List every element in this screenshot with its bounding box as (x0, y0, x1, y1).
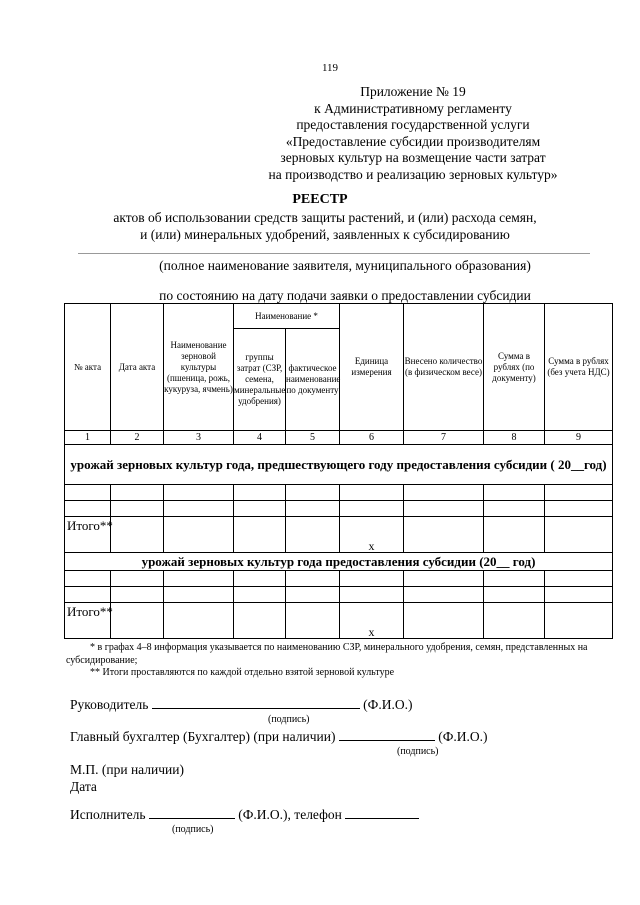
head-signature-field[interactable] (152, 696, 360, 709)
subtitle-line: и (или) минеральных удобрений, заявленных к субсидированию (140, 226, 510, 242)
column-number: 8 (484, 431, 545, 445)
as-of-text: по состоянию на дату подачи заявки о предоставлении субсидии (159, 288, 531, 303)
total-label: Итого** (65, 603, 111, 639)
appendix-line: «Предоставление субсидии производителям (285, 133, 541, 149)
executor-phone-field[interactable] (345, 806, 419, 819)
page-number: 119 (321, 62, 339, 74)
executor-signature-field[interactable] (149, 806, 235, 819)
x-mark: х (340, 517, 404, 553)
appendix-line: предоставления государственной услуги (296, 117, 530, 132)
header-naming: Наименование * (234, 304, 340, 329)
executor-label: Исполнитель (70, 807, 146, 822)
column-number: 4 (234, 431, 286, 445)
appendix-line: на производство и реализацию зерновых культур» (268, 166, 558, 182)
document-title: РЕЕСТР (292, 192, 348, 207)
accountant-fio: (Ф.И.О.) (438, 729, 488, 744)
header-quantity: Внесено количество (в физическом весе) (404, 304, 484, 431)
header-sum-doc: Сумма в рублях (по документу) (484, 304, 545, 431)
column-number: 5 (286, 431, 340, 445)
appendix-line: зерновых культур на возмещение части затрат (280, 150, 546, 165)
column-numbers-row (65, 431, 613, 445)
footnotes (66, 642, 606, 680)
date-label: Дата (70, 779, 97, 794)
head-label: Руководитель (70, 697, 149, 712)
header-cost-group: группы затрат (СЗР, семена, минеральные удобрения) (234, 329, 286, 431)
header-sum-no-vat: Сумма в рублях (без учета НДС) (545, 304, 613, 431)
total-label: Итого** (65, 517, 111, 553)
head-fio: (Ф.И.О.) (363, 697, 413, 712)
section-previous-year: урожай зерновых культур года, предшествующего году предоставления субсидии ( 20__год) (65, 445, 613, 485)
appendix-header (250, 84, 576, 183)
appendix-line: Приложение № 19 (360, 84, 466, 99)
footnote-2: ** Итоги проставляются по каждой отдельно взятой зерновой культуре (90, 667, 395, 678)
total-row (65, 603, 613, 639)
column-number: 1 (65, 431, 111, 445)
applicant-caption: (полное наименование заявителя, муниципального образования) (159, 258, 531, 273)
header-actual-name: фактическое наименование по документу (286, 329, 340, 431)
accountant-signature-field[interactable] (339, 728, 435, 741)
total-row (65, 517, 613, 553)
appendix-line: к Административному регламенту (314, 100, 512, 116)
header-act-no: № акта (65, 304, 111, 431)
head-signature-line (70, 696, 412, 713)
signature-caption: (подпись) (268, 714, 310, 725)
table-row (65, 485, 613, 501)
column-number: 2 (111, 431, 164, 445)
column-number: 9 (545, 431, 613, 445)
registry-table (64, 303, 613, 639)
executor-fio-phone: (Ф.И.О.), телефон (238, 807, 342, 822)
column-number: 6 (340, 431, 404, 445)
footnote-1: * в графах 4–8 информация указывается по наименованию СЗР, минерального удобрения, семян, представленных на субсидирование; (66, 642, 588, 666)
column-number: 3 (164, 431, 234, 445)
signature-caption: (подпись) (397, 746, 439, 757)
signature-caption: (подпись) (172, 824, 214, 835)
executor-signature-line (70, 806, 419, 823)
table-row (65, 501, 613, 517)
header-unit: Единица измерения (340, 304, 404, 431)
stamp-label: М.П. (при наличии) (70, 762, 184, 777)
table-row (65, 571, 613, 587)
accountant-label: Главный бухгалтер (Бухгалтер) (при наличии) (70, 729, 336, 744)
table-row (65, 587, 613, 603)
header-act-date: Дата акта (111, 304, 164, 431)
subtitle-line: актов об использовании средств защиты растений, и (или) расхода семян, (113, 210, 537, 225)
header-crop: Наименование зерновой культуры (пшеница, рожь, кукуруза, ячмень) (164, 304, 234, 431)
column-number: 7 (404, 431, 484, 445)
accountant-signature-line (70, 728, 487, 745)
document-subtitle (60, 210, 590, 243)
x-mark: х (340, 603, 404, 639)
section-current-year: урожай зерновых культур года предоставления субсидии (20__ год) (65, 553, 613, 571)
applicant-line (78, 253, 590, 254)
